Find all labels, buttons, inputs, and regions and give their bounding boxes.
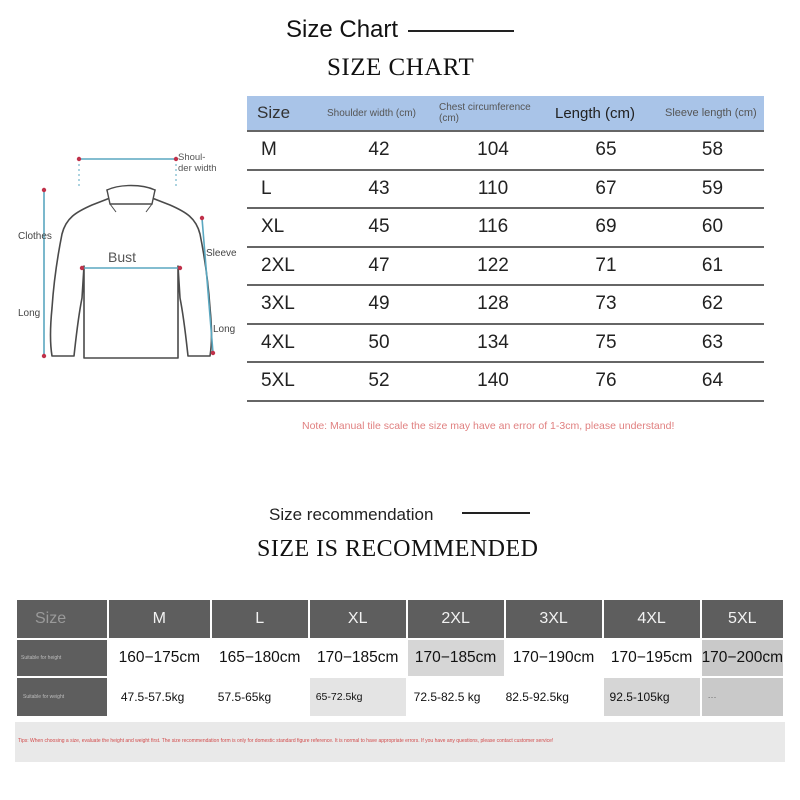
- cell-sleeve: 60: [661, 208, 764, 247]
- rec-height-row: [17, 640, 783, 676]
- cell-sleeve: 59: [661, 170, 764, 209]
- weight-cell: ···: [702, 678, 783, 716]
- cell-chest: 110: [435, 170, 551, 209]
- cell-sleeve: 61: [661, 247, 764, 286]
- table-row: [247, 131, 764, 170]
- cell-shoulder: 52: [323, 362, 435, 401]
- size-chart-subtitle: SIZE CHART: [327, 54, 475, 81]
- cell-size: 4XL: [247, 324, 323, 363]
- rec-weight-row: [17, 678, 783, 716]
- col-shoulder: Shoulder width (cm): [323, 96, 435, 131]
- rec-col-size: Size: [17, 600, 107, 638]
- col-size: Size: [247, 96, 323, 131]
- cell-shoulder: 42: [323, 131, 435, 170]
- recommendation-underline: [462, 512, 530, 514]
- rec-col-xl: XL: [310, 600, 406, 638]
- bust-label: Bust: [108, 249, 137, 265]
- cell-shoulder: 47: [323, 247, 435, 286]
- height-cell: 165−180cm: [212, 640, 308, 676]
- cell-size: 2XL: [247, 247, 323, 286]
- cell-size: XL: [247, 208, 323, 247]
- height-cell: 170−185cm: [408, 640, 504, 676]
- weight-cell: 57.5-65kg: [212, 678, 308, 716]
- cell-sleeve: 62: [661, 285, 764, 324]
- cell-length: 67: [551, 170, 661, 209]
- cell-size: M: [247, 131, 323, 170]
- title-underline: [408, 30, 514, 32]
- cell-size: L: [247, 170, 323, 209]
- tips-banner: [15, 722, 785, 762]
- cell-sleeve: 64: [661, 362, 764, 401]
- rec-col-2xl: 2XL: [408, 600, 504, 638]
- jacket-outline: [51, 190, 212, 358]
- table-row: [247, 247, 764, 286]
- cell-chest: 116: [435, 208, 551, 247]
- table-row: [247, 324, 764, 363]
- rec-col-l: L: [212, 600, 308, 638]
- measurement-note: Note: Manual tile scale the size may have an error of 1-3cm, please understand!: [302, 420, 675, 432]
- cell-chest: 134: [435, 324, 551, 363]
- shoulder-width-label: Shoul- der width: [178, 152, 217, 174]
- rec-col-3xl: 3XL: [506, 600, 602, 638]
- col-sleeve: Sleeve length (cm): [661, 96, 764, 131]
- height-cell: 170−185cm: [310, 640, 406, 676]
- cell-size: 3XL: [247, 285, 323, 324]
- weight-cell: 47.5-57.5kg: [109, 678, 210, 716]
- size-chart-title: Size Chart: [286, 16, 399, 43]
- size-chart-table: [247, 96, 764, 402]
- rec-header-row: [17, 600, 783, 638]
- recommendation-title: Size recommendation: [269, 505, 434, 524]
- clothes-label: Clothes: [18, 231, 52, 242]
- cell-length: 76: [551, 362, 661, 401]
- weight-row-label: Suitable for weight: [17, 678, 107, 716]
- cell-length: 65: [551, 131, 661, 170]
- cell-length: 69: [551, 208, 661, 247]
- cell-size: 5XL: [247, 362, 323, 401]
- cell-chest: 104: [435, 131, 551, 170]
- weight-cell: 92.5-105kg: [604, 678, 700, 716]
- cell-shoulder: 45: [323, 208, 435, 247]
- table-header-row: [247, 96, 764, 131]
- table-row: [247, 170, 764, 209]
- height-cell: 160−175cm: [109, 640, 210, 676]
- rec-col-5xl: 5XL: [702, 600, 783, 638]
- long-label-right: Long: [213, 324, 236, 335]
- long-label-left: Long: [18, 308, 41, 319]
- cell-chest: 140: [435, 362, 551, 401]
- recommendation-table: [15, 598, 785, 718]
- recommendation-subtitle: SIZE IS RECOMMENDED: [257, 536, 539, 562]
- cell-chest: 122: [435, 247, 551, 286]
- table-row: [247, 285, 764, 324]
- height-cell: 170−200cm: [702, 640, 783, 676]
- cell-length: 73: [551, 285, 661, 324]
- height-cell: 170−190cm: [506, 640, 602, 676]
- cell-shoulder: 50: [323, 324, 435, 363]
- col-length: Length (cm): [551, 96, 661, 131]
- height-row-label: Suitable for height: [17, 640, 107, 676]
- rec-col-m: M: [109, 600, 210, 638]
- weight-cell: 82.5-92.5kg: [506, 678, 602, 716]
- tips-text: Tips: When choosing a size, evaluate the height and weight first. The size recommendation form is only for domestic standard figure reference. It is normal to have appropriate errors. If you have any questions, please contact customer service!: [18, 738, 554, 744]
- table-row: [247, 362, 764, 401]
- col-chest: Chest circumference (cm): [435, 96, 551, 131]
- sleeve-label: Sleeve: [206, 248, 237, 259]
- cell-sleeve: 58: [661, 131, 764, 170]
- cell-length: 71: [551, 247, 661, 286]
- cell-chest: 128: [435, 285, 551, 324]
- jacket-collar: [107, 186, 155, 205]
- weight-cell: 72.5-82.5 kg: [408, 678, 504, 716]
- table-row: [247, 208, 764, 247]
- cell-shoulder: 43: [323, 170, 435, 209]
- height-cell: 170−195cm: [604, 640, 700, 676]
- rec-col-4xl: 4XL: [604, 600, 700, 638]
- cell-shoulder: 49: [323, 285, 435, 324]
- cell-length: 75: [551, 324, 661, 363]
- weight-cell: 65-72.5kg: [310, 678, 406, 716]
- cell-sleeve: 63: [661, 324, 764, 363]
